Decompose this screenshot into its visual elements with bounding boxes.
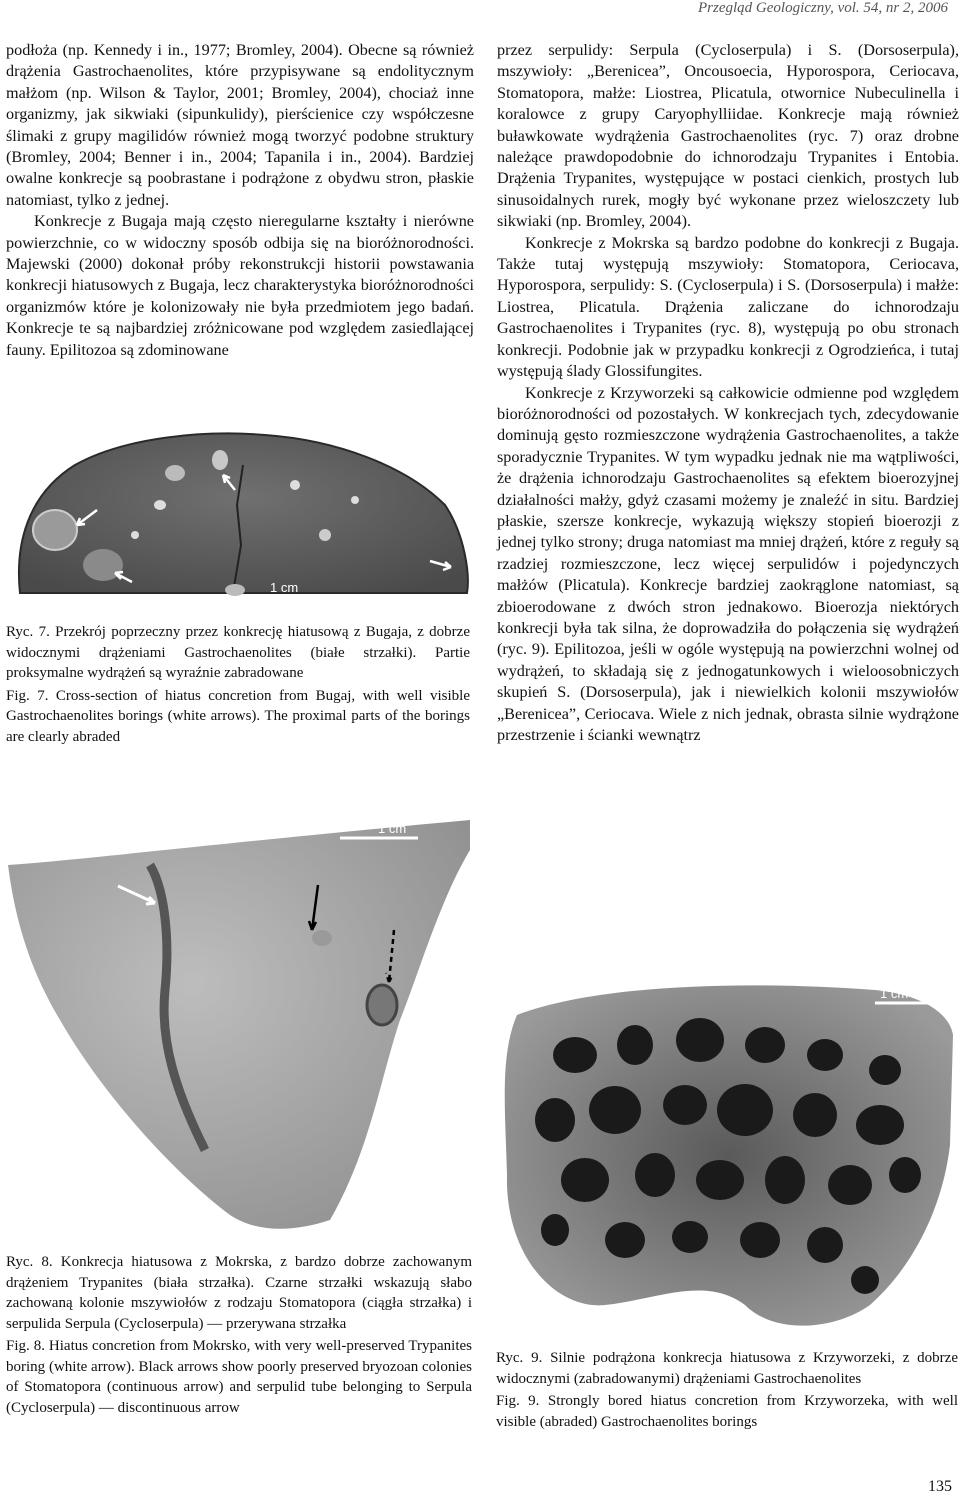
scale-label: 1 cm [880, 986, 909, 1001]
scale-label: 1 cm [270, 580, 299, 595]
boring [351, 496, 359, 504]
boring [319, 529, 331, 541]
caption-en: Fig. 9. Strongly bored hiatus concretion from Krzyworzeka, with well visible (abraded) Gastrochaenolites borings [496, 1393, 958, 1430]
paragraph: Konkrecje z Bugaja mają często nieregularne kształty i nierówne powierzchnie, co w widoczny sposób odbija się na bioróżnorodności. Majewski (2000) dokonał próby rekonstrukcji historii powstawania konkrecji hiatusowych z Bugaja, lecz charakterystyka bioróżnorodności organizmów które je kolonizowały nie była przedmiotem jego badań. Konkrecje te są najbardziej zróżnicowane pod względem zasiedlającej fauny. Epilitozoa są zdominowane [6, 212, 474, 359]
fig7-caption [6, 622, 470, 747]
journal-header: Przegląd Geologiczny, vol. 54, nr 2, 2006 [698, 0, 948, 16]
fig9-caption [496, 1348, 958, 1432]
boring [165, 465, 185, 481]
fig8-photo [0, 820, 490, 1240]
paragraph: Konkrecje z Krzyworzeki są całkowicie odmienne pod względem bioróżnorodności od pozostałych. W konkrecjach tych, zdecydowanie dominują gęsto rozmieszczone wydrążenia Gastrochaenolites, a także sporadycznie Trypanites. W tym wypadku jednak nie ma wątpliwości, że drążenia ichnorodzaju Gastrochaenolites są efektem bioerozyjnej działalności małży, gdyż czasami możemy je znaleźć in situ. Bardziej płaskie, szersze konkrecje, wykazują większy stopień bioerozji z jednej tylko strony; druga natomiast ma mniej drążeń, które z reguły są rzadziej rozmieszczone, lecz więcej serpulidów i pojedynczych małżów (Plicatula). Konkrecje bardziej zaokrąglone natomiast, są zbioerodowane z dwóch stron jednakowo. Bioerozja niektórych konkrecji była tak silna, że doprowadziła do połączenia się wydrążeń (ryc. 9). Epilitozoa, jeśli w ogóle występują na powierzchni wolnej od wydrążeń, to składają się z jednogatunkowych i wieloosobniczych skupień S. (Dorsoserpula), jak i niewielkich kolonii mszywiołów „Berenicea”, Ceriocava. Wiele z nich jednak, obrasta silnie wydrążone przestrzenie i ścianki wewnątrz [497, 383, 959, 744]
caption-en: Fig. 7. Cross-section of hiatus concretion from Bugaj, with well visible Gastrochaenolites borings (white arrows). The proximal parts of the borings are clearly abraded [6, 687, 470, 745]
boring [131, 531, 139, 539]
left-column [6, 40, 474, 361]
boring [154, 500, 166, 510]
paragraph: Konkrecje z Mokrska są bardzo podobne do konkrecji z Bugaja. Także tutaj występują mszywioły: Stomatopora, Ceriocava, Hyporospora, serpulidy: S. (Cycloserpula) i S. (Dorsoserpula) i małże: Liostrea, Plicatula. Drążenia zaliczane do ichnorodzaju Gastrochaenolites i Trypanites (ryc. 8), występują po obu stronach konkrecji. Podobnie jak w przypadku konkrecji z Ogrodzieńca, i tutaj występują ślady Glossifungites. [497, 233, 959, 381]
caption-pl: Ryc. 7. Przekrój poprzeczny przez konkrecję hiatusową z Bugaja, z dobrze widocznymi drążeniami Gastrochaenolites (białe strzałki). Partie proksymalne wydrążeń są wyraźnie zabradowane [6, 624, 470, 681]
concretion-surface [8, 820, 470, 1229]
boring [33, 510, 77, 550]
fig9-photo [495, 975, 957, 1340]
paragraph: podłoża (np. Kennedy i in., 1977; Bromley, 2004). Obecne są również drążenia Gastrochaenolites, które przypisywane są endolitycznym małżom (np. Wilson & Taylor, 2001; Bromley, 2004), chociaż inne organizmy, jak sikwiaki (sipunkulidy), pierścienice czy współczesne ślimaki z grupy magilidów również mogą tworzyć podobne struktury (Bromley, 2004; Benner i in., 2004; Tapanila i in., 2004). Bardziej owalne konkrecje są poobrastane i podrążone z obydwu stron, płaskie natomiast, tylko z jednej. [6, 41, 474, 209]
caption-en: Fig. 8. Hiatus concretion from Mokrsko, with very well-preserved Trypanites boring (white arrow). Black arrows show poorly preserved bryozoan colonies of Stomatopora (continuous arrow) and serpulid tube belonging to Serpula (Cycloserpula) — discontinuous arrow [6, 1338, 472, 1416]
boring [225, 584, 245, 596]
serpula-tube [367, 985, 397, 1025]
bryozoan-colony [312, 930, 332, 946]
right-column [497, 40, 959, 746]
boring [290, 480, 300, 490]
boring [212, 450, 228, 470]
fig8-caption [6, 1252, 472, 1418]
fig7-photo [5, 425, 473, 615]
page-number: 135 [928, 1478, 952, 1495]
concretion-surface [505, 985, 953, 1325]
caption-pl: Ryc. 9. Silnie podrążona konkrecja hiatusowa z Krzyworzeki, z dobrze widocznymi (zabradowanymi) drążeniami Gastrochaenolites [496, 1350, 958, 1387]
caption-pl: Ryc. 8. Konkrecja hiatusowa z Mokrska, z bardzo dobrze zachowanym drążeniem Trypanites (biała strzałka). Czarne strzałki wskazują słabo zachowaną kolonie mszywiołów z rodzaju Stomatopora (ciągła strzałka) i serpulida Serpula (Cycloserpula) — przerywana strzałka [6, 1254, 472, 1332]
paragraph: przez serpulidy: Serpula (Cycloserpula) i S. (Dorsoserpula), mszywioły: „Berenicea”, Oncousoecia, Hyporospora, Ceriocava, Stomatopora, małże: Liostrea, Plicatula, otwornice Nubeculinella i koralowce z grupy Caryophylliidae. Konkrecje mają również buławkowate wydrążenia Gastrochaenolites (ryc. 7) oraz drobne należące prawdopodobnie do ichnorodzaju Trypanites i Entobia. Drążenia Trypanites, występujące w postaci cienkich, prostych lub sinusoidalnych rurek, mogły być wykonane przez wieloszczety lub sikwiaki (np. Bromley, 2004). [497, 41, 959, 231]
scale-label: 1 cm [378, 821, 407, 836]
